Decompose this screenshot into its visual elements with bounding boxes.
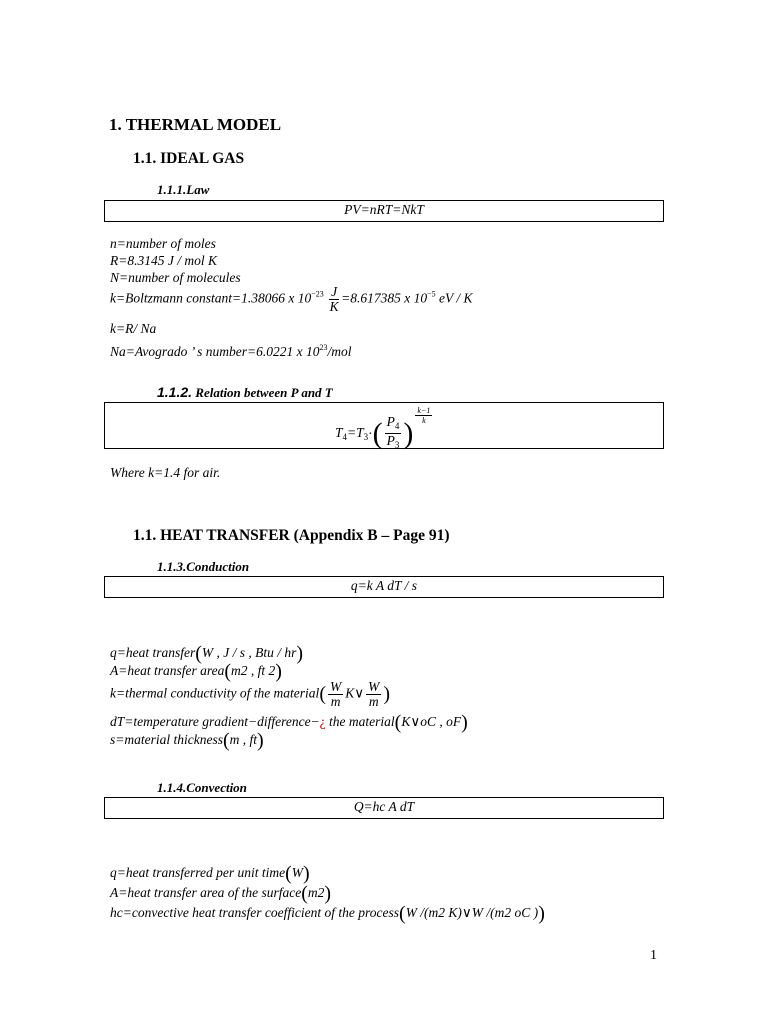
relation-number: 1.1.2. (157, 384, 193, 400)
equation-convection: Q=hc A dT (353, 799, 415, 814)
P3-symbol: P (386, 433, 395, 449)
relation-title: Relation between P and T (195, 385, 333, 400)
def-na-exp: 23 (319, 343, 328, 352)
section-heading-heat-transfer: 1.1. HEAT TRANSFER (Appendix B – Page 91) (133, 527, 450, 544)
equation-box-convection (104, 797, 664, 819)
def-cond-s-text: s=material thickness (110, 732, 223, 747)
def-cond-q: q=heat transfer(W , J / s , Btu / hr) (110, 642, 304, 665)
def-k-tail: eV / K (438, 290, 473, 306)
P4-symbol: P (386, 414, 395, 430)
def-conv-q: q=heat transferred per unit time(W) (110, 862, 310, 885)
def-conv-hc-units: W /(m2 K)∨W /(m2 oC ) (405, 905, 539, 920)
def-R: R=8.3145 J / mol K (110, 253, 217, 268)
def-conv-q-text: q=heat transferred per unit time (110, 865, 286, 880)
def-cond-dT-text: dT=temperature gradient−difference− (110, 714, 320, 729)
def-cond-k-text: k=thermal conductivity of the material (110, 685, 320, 701)
frac-K: K (329, 299, 339, 314)
def-conv-hc-text: hc=convective heat transfer coefficient of the process (110, 905, 400, 920)
def-conv-A-text: A=heat transfer area of the surface (110, 885, 302, 900)
def-k-exp2: −5 (427, 289, 436, 299)
def-k-mid: =8.617385 x 10 (341, 290, 428, 306)
def-cond-k-mid: K∨ (345, 685, 365, 701)
def-cond-dT: dT=temperature gradient−difference−¿ the material(K∨oC , oF) (110, 711, 468, 734)
exp-bot: k (422, 416, 426, 425)
T4-symbol: T (335, 425, 343, 441)
frac-W1: W (329, 679, 342, 694)
def-cond-s: s=material thickness(m , ft) (110, 729, 264, 752)
fraction-J-over-K (329, 285, 339, 314)
fraction-W-over-m-1 (328, 680, 343, 709)
frac-m2: m (368, 694, 379, 709)
def-cond-dT-mark: ¿ (319, 714, 326, 729)
def-cond-q-units: W , J / s , Btu / hr (201, 645, 297, 660)
exponent-fraction (415, 406, 432, 425)
subsection-heading-conduction: 1.1.3.Conduction (157, 559, 250, 574)
def-k-exp1: −23 (311, 289, 324, 299)
equation-conduction: q=k A dT / s (350, 578, 418, 593)
def-cond-k: k=thermal conductivity of the material( $\frac{W}{m}$ K∨ $\frac{W}{m}$ ) (110, 679, 391, 709)
equation-box-conduction (104, 576, 664, 598)
P4-sub: 4 (394, 421, 400, 432)
def-k-ratio: k=R/ Na (110, 321, 157, 336)
dot-operator: · (368, 425, 373, 441)
def-conv-A: A=heat transfer area of the surface(m2) (110, 882, 332, 905)
T4-sub: 4 (342, 432, 348, 443)
note-k-air: Where k=1.4 for air. (110, 465, 221, 480)
def-na-tail: /mol (327, 344, 352, 359)
equation-box-relation (104, 402, 664, 449)
def-conv-q-units: W (291, 865, 304, 880)
subsection-heading-convection: 1.1.4.Convection (157, 780, 247, 795)
equation-box-law (104, 200, 664, 222)
def-cond-A-units: m2 , ft 2 (231, 663, 276, 678)
T3 (347, 425, 369, 443)
def-na-lhs: Na=Avogrado ’ s number=6.0221 x 10 (110, 344, 320, 359)
section-heading-thermal-model: 1. THERMAL MODEL (109, 115, 282, 134)
def-conv-hc: hc=convective heat transfer coefficient of the process(W /(m2 K)∨W /(m2 oC )) (110, 902, 545, 925)
def-conv-A-units: m2 (307, 885, 325, 900)
eq-T3-symbol: =T (347, 425, 364, 441)
def-cond-s-units: m , ft (229, 732, 258, 747)
frac-J: J (331, 284, 338, 299)
def-cond-A-text: A=heat transfer area (110, 663, 225, 678)
fraction-W-over-m-2 (366, 680, 381, 709)
fraction-P4-over-P3 (385, 415, 402, 452)
def-N: N=number of molecules (110, 270, 241, 285)
T4 (335, 425, 348, 443)
def-cond-q-text: q=heat transfer (110, 645, 196, 660)
def-cond-dT-rest: the material (325, 714, 395, 729)
subsection-heading-law: 1.1.1.Law (157, 182, 210, 197)
equation-relation-P-T (335, 406, 434, 452)
section-heading-ideal-gas: 1.1. IDEAL GAS (133, 150, 245, 167)
exp-top: k−1 (417, 406, 431, 415)
equation-ideal-gas-law: PV=nRT=NkT (344, 202, 424, 217)
T3-sub: 3 (363, 432, 369, 443)
page-number: 1 (650, 948, 657, 963)
paren-open: ( (372, 416, 383, 450)
paren-close: ) (403, 416, 414, 450)
def-avogadro (110, 339, 351, 360)
def-cond-A: A=heat transfer area(m2 , ft 2) (110, 660, 282, 683)
def-n: n=number of moles (110, 236, 216, 251)
P3-sub: 3 (394, 440, 400, 451)
frac-P4 (385, 415, 402, 434)
subsection-heading-relation (157, 384, 333, 401)
frac-P3 (385, 434, 402, 452)
frac-m1: m (330, 694, 341, 709)
def-k-lhs: k=Boltzmann constant=1.38066 x 10 (110, 290, 312, 306)
frac-W2: W (368, 679, 380, 694)
def-k-boltzmann (110, 285, 472, 314)
def-cond-dT-units: K∨oC , oF (401, 714, 462, 729)
